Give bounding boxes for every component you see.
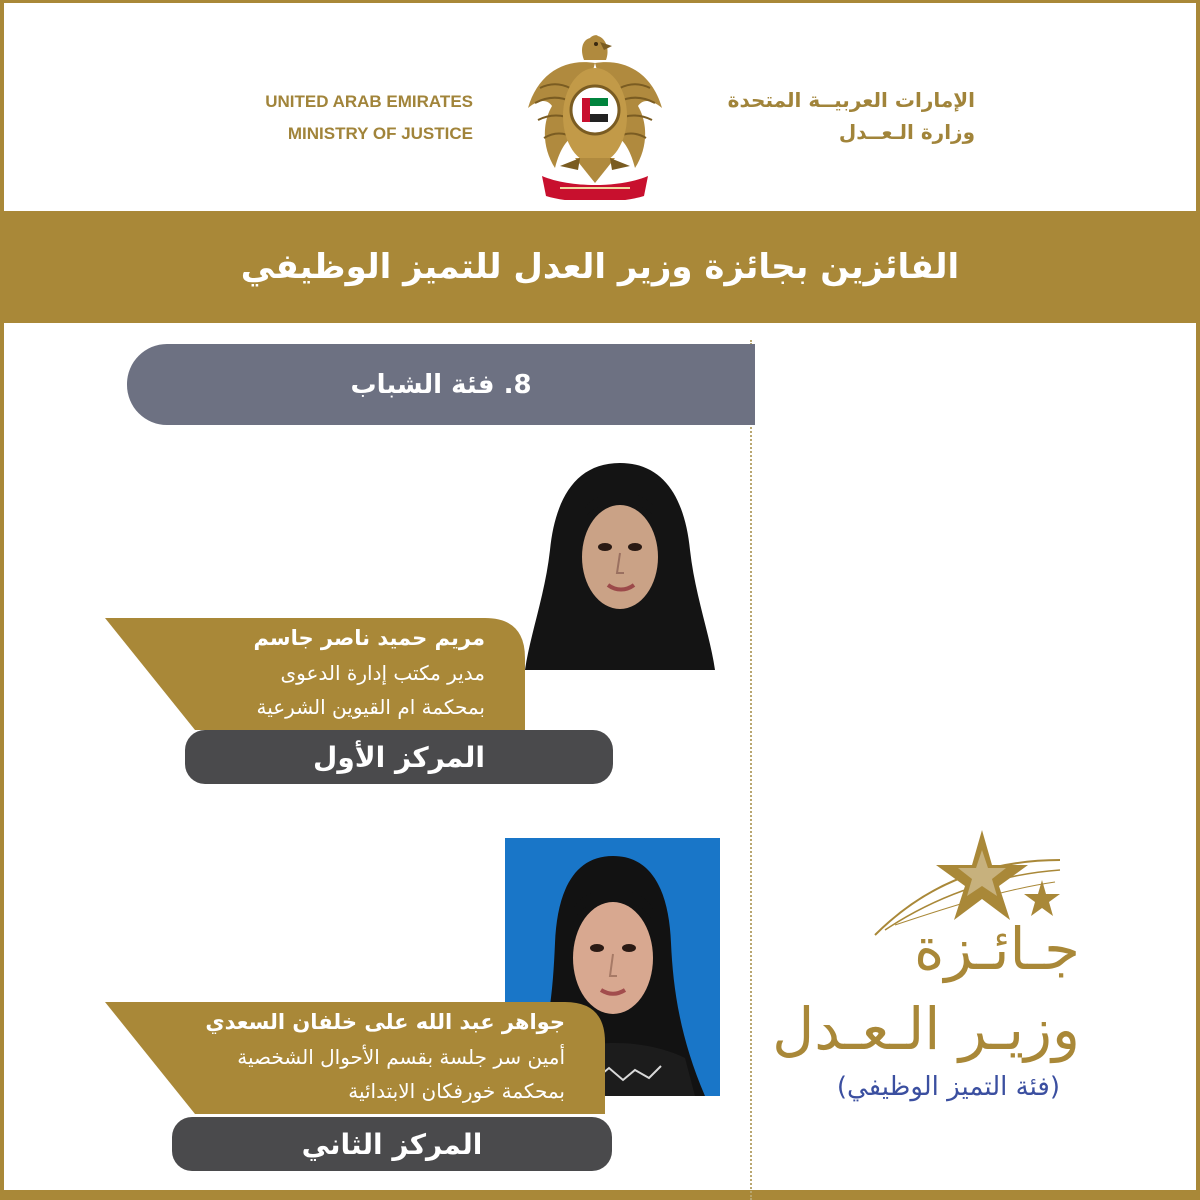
award-category: (فئة التميز الوظيفي) bbox=[836, 1072, 1060, 1102]
winner-1-card bbox=[105, 618, 525, 730]
dotted-divider bbox=[750, 340, 752, 1200]
winner-2-card bbox=[105, 1002, 605, 1114]
category-bar bbox=[127, 344, 755, 425]
header-arabic bbox=[700, 84, 975, 148]
winner-1-rank-bar bbox=[185, 730, 613, 784]
title-band bbox=[0, 211, 1200, 323]
winner-2-rank: المركز الثاني bbox=[301, 1127, 483, 1161]
award-title-minister: وزيـر الـعـدل bbox=[772, 995, 1080, 1063]
winner-2-rank-bar bbox=[172, 1117, 612, 1171]
category-label: 8. فئة الشباب bbox=[350, 369, 532, 400]
winner-1-photo bbox=[520, 455, 720, 670]
winner-2-text bbox=[205, 1004, 565, 1108]
header-english-ministry: MINISTRY OF JUSTICE bbox=[287, 124, 473, 143]
winner-1-court: بمحكمة ام القيوين الشرعية bbox=[256, 695, 485, 719]
header-arabic-ministry: وزارة الـعــدل bbox=[838, 120, 975, 144]
award-title-word: جـائـزة bbox=[913, 915, 1080, 983]
winner-1-name: مريم حميد ناصر جاسم bbox=[253, 626, 485, 650]
header-english bbox=[225, 86, 473, 150]
winner-1-rank: المركز الأول bbox=[313, 740, 485, 774]
winner-2-name: جواهر عبد الله على خلفان السعدي bbox=[205, 1010, 565, 1034]
page-title: الفائزين بجائزة وزير العدل للتميز الوظيفي bbox=[240, 247, 960, 287]
winner-2-position: أمين سر جلسة بقسم الأحوال الشخصية bbox=[237, 1045, 565, 1069]
header-arabic-country: الإمارات العربيــة المتحدة bbox=[727, 88, 975, 112]
uae-emblem-logo bbox=[520, 28, 670, 200]
header-english-country: UNITED ARAB EMIRATES bbox=[265, 92, 473, 111]
winner-1-text bbox=[253, 620, 485, 724]
winner-2-court: بمحكمة خورفكان الابتدائية bbox=[348, 1079, 565, 1103]
winner-1-position: مدير مكتب إدارة الدعوى bbox=[280, 661, 485, 685]
